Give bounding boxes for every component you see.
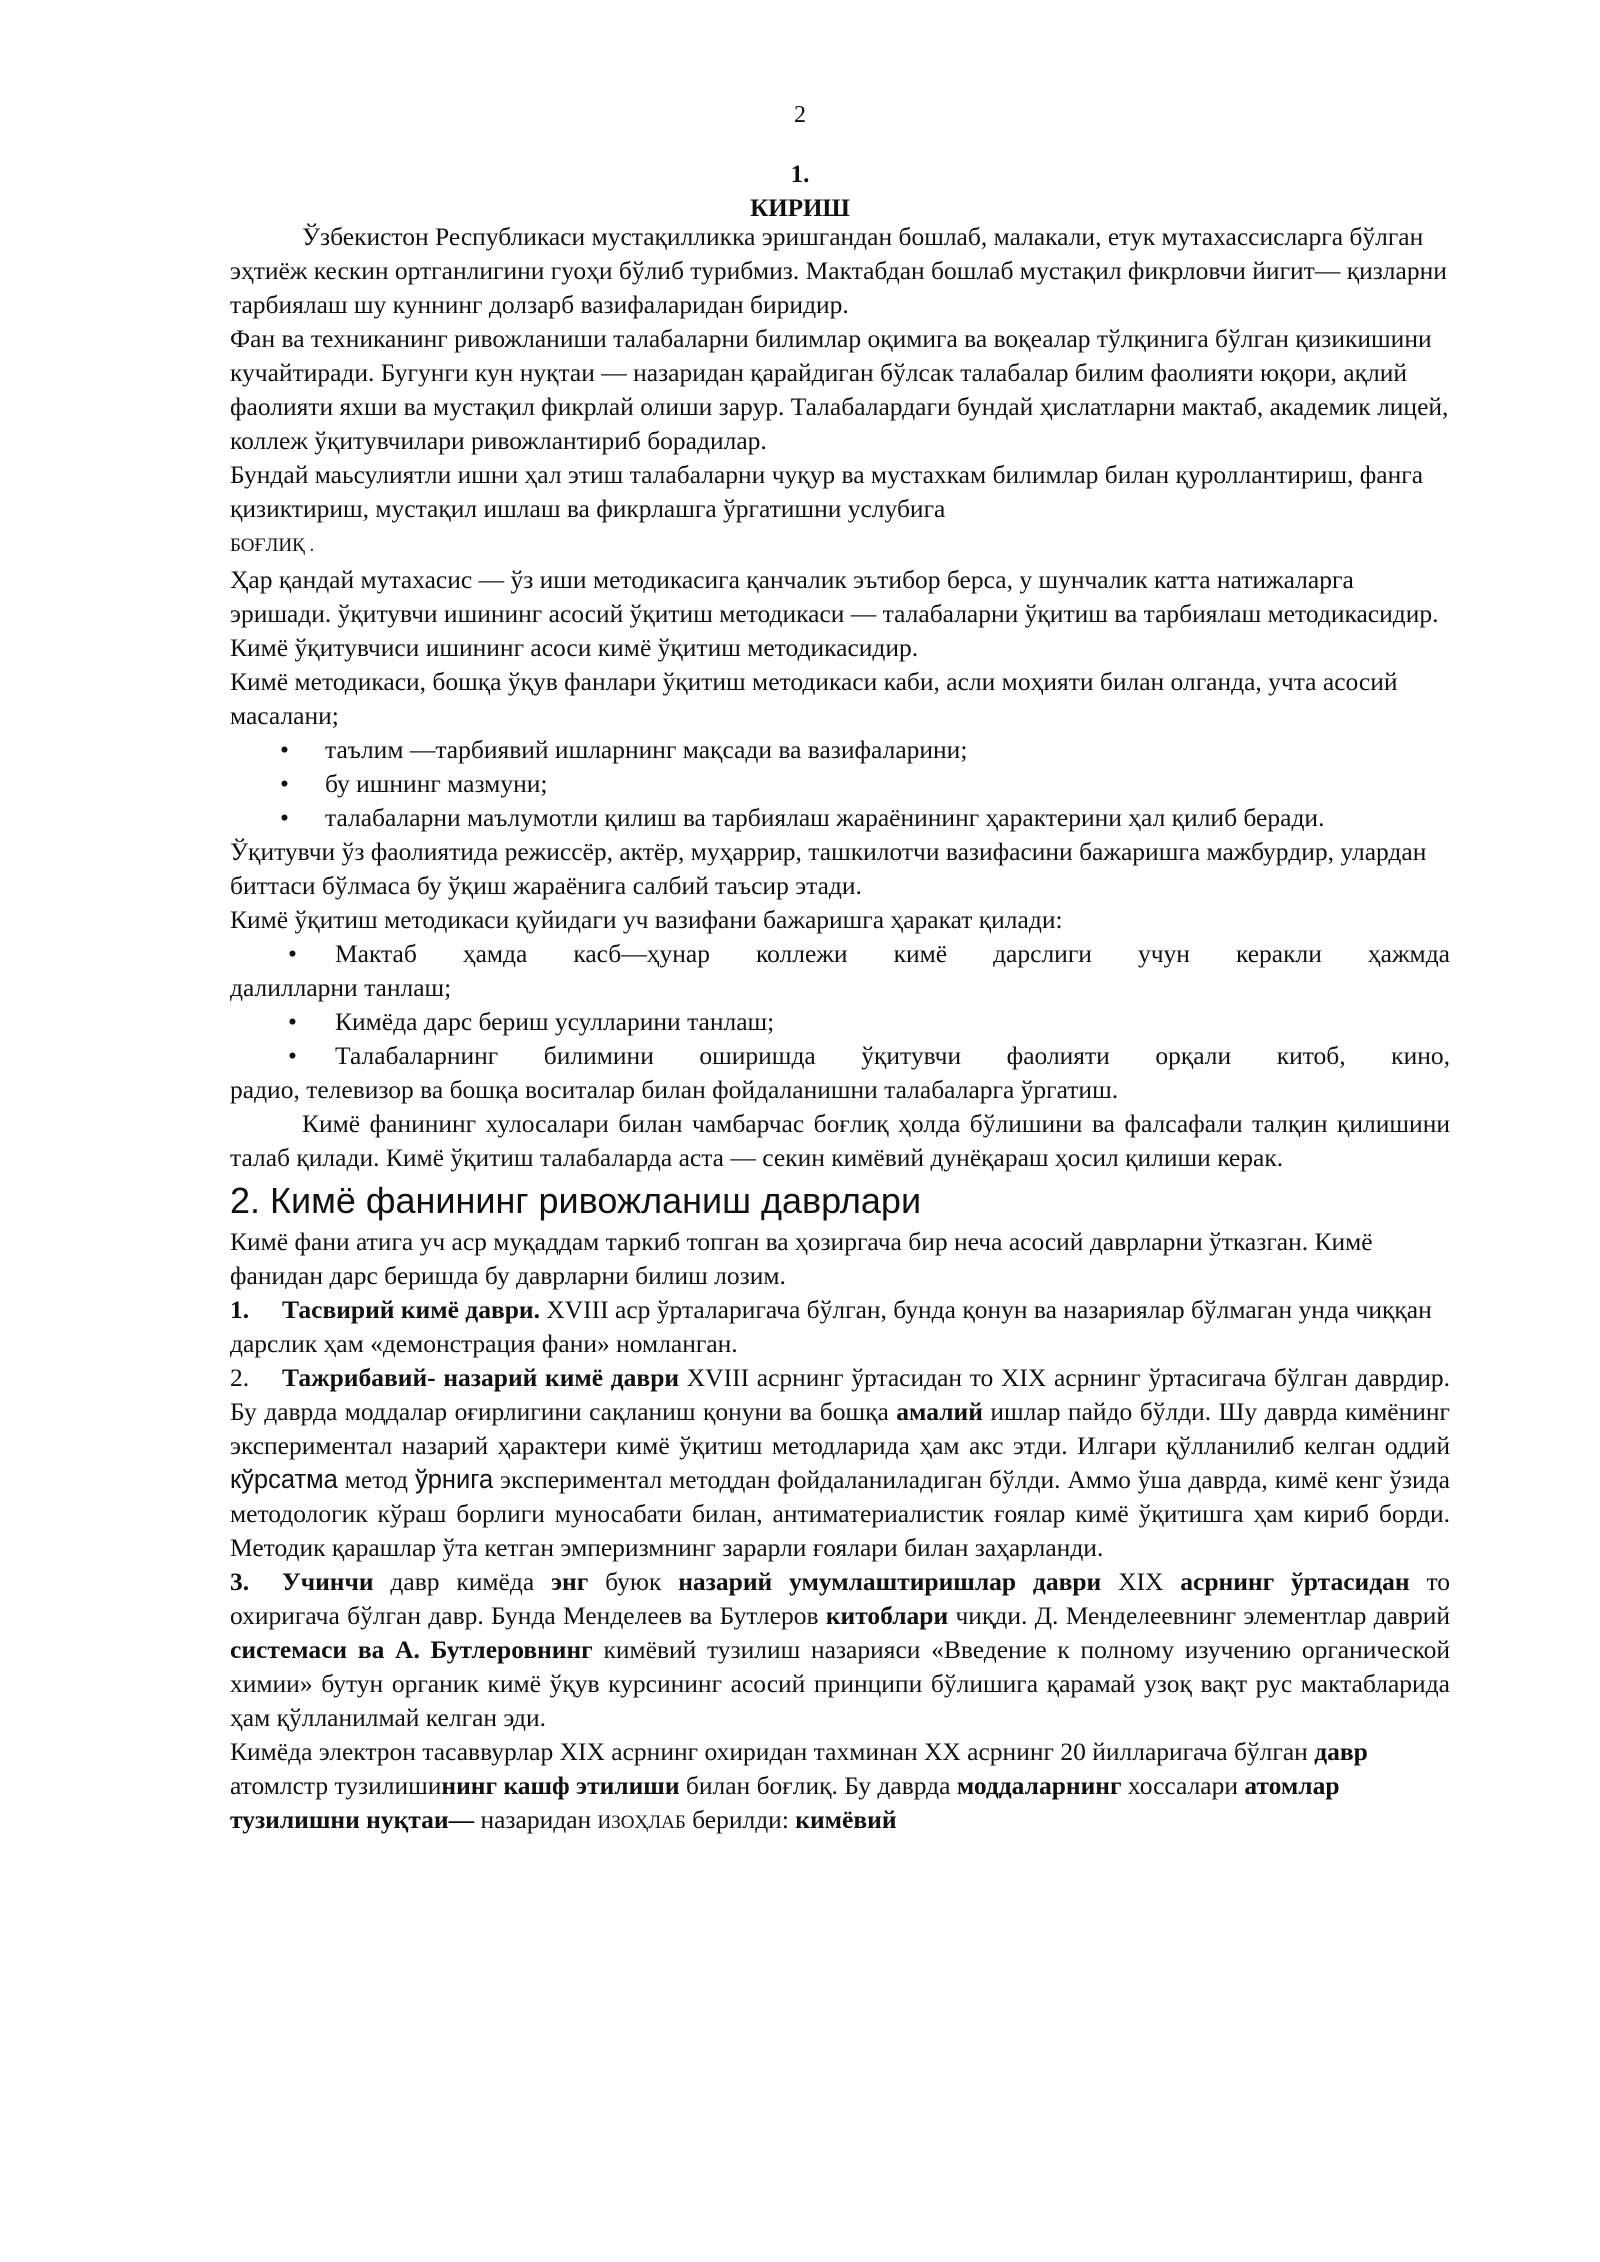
numbered-item: [230, 1361, 1450, 1565]
text-bold: давр: [1314, 1737, 1368, 1766]
text: назаридан: [474, 1805, 598, 1834]
item-number: 2.: [230, 1363, 250, 1392]
text: берилди:: [685, 1805, 796, 1834]
document-body: [230, 220, 1450, 1840]
text-small-caps: ИЗОҲЛАБ: [597, 1812, 686, 1833]
text-bold: атомлар тузилишни нуқтаи—: [230, 1771, 1340, 1834]
item-text: метод: [337, 1465, 415, 1494]
paragraph: [230, 1735, 1450, 1840]
list-item-first-line: • Кимёда дарс бериш усулларини танлаш;: [230, 1005, 1450, 1039]
bullet-list: [230, 733, 1450, 835]
text: Кимёда электрон тасаввурлар XIX асрнинг охиридан тахминан XX асрнинг 20 йилларигача бўлган: [230, 1737, 1315, 1766]
item-text: кимёвий тузилиш назарияси «Введение к полному изучению органической химии» бутун органик кимё ўқув курсининг асосий принципи бўлишига қарамай узоқ вақт рус мактабларида ҳам қўлланилмай келган эди.: [230, 1635, 1451, 1732]
paragraph: Кимё ўқитиш методикаси қуйидаги уч вазифани бажаришга ҳаракат қилади:: [230, 905, 1063, 934]
item-number: 1.: [230, 1295, 250, 1324]
item-text: чиқди. Д. Менделеевнинг элементлар даврий: [948, 1601, 1451, 1630]
section-title: КИРИШ: [750, 195, 850, 222]
item-bold: китоблари: [825, 1601, 949, 1630]
list-item: • талабаларни маълумотли қилиш ва тарбиялаш жараёнининг ҳарактерини ҳал қилиб беради.: [325, 801, 1450, 835]
section-heading: 2. Кимё фанининг ривожланиш даврлари: [230, 1180, 922, 1221]
text: хоссалари: [1121, 1771, 1245, 1800]
item-text: то охиригача бўлган давр. Бунда Менделеев ва Бутлеров: [230, 1567, 1451, 1630]
list-item-first-line: • Талабаларнинг билимини оширишда ўқитувчи фаолияти орқали китоб, кино,: [230, 1039, 1450, 1073]
list-item: • бу ишнинг мазмуни;: [325, 767, 1450, 801]
item-title: Тасвирий кимё даври.: [282, 1295, 540, 1324]
text-bold: кимёвий: [795, 1805, 897, 1834]
text-bold: моддаларнинг: [956, 1771, 1122, 1800]
list-item-first-line: • Мактаб ҳамда касб—ҳунар коллежи кимё дарслиги учун керакли ҳажмда: [230, 937, 1450, 971]
item-text: XIX: [1101, 1567, 1181, 1596]
paragraph-small-caps: БОҒЛИҚ .: [230, 535, 315, 556]
item-sans-word: ўрнига: [414, 1466, 494, 1494]
paragraph-text: Бундай маьсулиятли ишни ҳал этиш талабаларни чуқур ва мустахкам билимлар билан қуроллантириш, фанга қизиктириш, мустақил ишлаш ва фикрлашга ўргатишни услубига: [230, 460, 1424, 523]
numbered-item: [230, 1565, 1450, 1735]
list-item: • таълим —тарбиявий ишларнинг мақсади ва вазифаларини;: [325, 733, 1450, 767]
item-bold: амалий: [896, 1397, 983, 1426]
item-text: экспериментал методдан фойдаланиладиган бўлди. Аммо ўша даврда, кимё кенг ўзида методологик кўраш борлиги муносабати билан, антиматериалистик ғоялар кимё ўқитишга ҳам кириб борди. Методик қарашлар ўта кетган эмперизмнинг зарарли ғоялари билан заҳарланди.: [230, 1465, 1450, 1562]
paragraph: Ҳар қандай мутахасис — ўз иши методикасига қанчалик эътибор берса, у шунчалик катта натижаларга эришади. ўқитувчи ишининг асосий ўқитиш методикаси — талабаларни ўқитиш ва тарбиялаш методикасидир. Кимё ўқитувчиси ишининг асоси кимё ўқитиш методикасидир.: [230, 565, 1439, 662]
item-number: 3.: [230, 1567, 250, 1596]
paragraph: Ўзбекистон Республикаси мустақилликка эришгандан бошлаб, малакали, етук мутахассисларга бўлган эҳтиёж кескин ортганлигини гуоҳи бўлиб турибмиз. Мактабдан бошлаб мустақил фикрловчи йигит— қизларни тарбиялаш шу куннинг долзарб вазифаларидан биридир.: [230, 222, 1447, 319]
page-number: 2: [794, 102, 806, 128]
paragraph: Кимё фани атига уч аср муқаддам таркиб топган ва ҳозиргача бир неча асосий даврларни ўтказган. Кимё фанидан дарс беришда бу даврларни билиш лозим.: [230, 1227, 1373, 1290]
paragraph: Фан ва техниканинг ривожланиши талабаларни билимлар оқимига ва воқеалар тўлқинига бўлган қизикишини кучайтиради. Бугунги кун нуқтаи — назаридан қарайдиган бўлсак талабалар билим фаолияти юқори, ақлий фаолияти яхши ва мустақил фикрлай олиши зарур. Талабалардаги бундай ҳислатларни мактаб, академик лицей, коллеж ўқитувчилари ривожлантириб борадилар.: [230, 324, 1449, 455]
numbered-item: [230, 1293, 1450, 1361]
text-bold: нинг кашф этилиши: [441, 1771, 680, 1800]
item-text: XVIII аср ўрталаригача бўлган, бунда қонун ва назариялар бўлмаган унда чиққан дарслик ҳам «демонстрация фани» номланган.: [230, 1295, 1432, 1358]
section-number: 1.: [790, 161, 810, 188]
list-item-continuation: радио, телевизор ва бошқа воситалар билан фойдаланишни талабаларга ўргатиш.: [230, 1075, 1119, 1104]
item-bold: асрнинг ўртасидан: [1180, 1567, 1410, 1596]
item-bold: энг: [551, 1567, 589, 1596]
item-bold: назарий умумлаштиришлар даври: [678, 1567, 1102, 1596]
item-text: давр кимёда: [373, 1567, 551, 1596]
item-title: Тажрибавий- назарий кимё даври: [282, 1363, 680, 1392]
list-item-continuation: далилларни танлаш;: [230, 973, 452, 1002]
bullet-list-2: [230, 937, 1450, 1107]
text: билан боғлиқ. Бу даврда: [679, 1771, 957, 1800]
item-bold: системаси ва А. Бутлеровнинг: [230, 1635, 593, 1664]
paragraph: Кимё фанининг хулосалари билан чамбарчас боғлиқ ҳолда бўлишини ва фалсафали талқин қилишини талаб қилади. Кимё ўқитиш талабаларда аста — секин кимёвий дунёқараш ҳосил қилиши керак.: [230, 1109, 1450, 1172]
item-text: буюк: [588, 1567, 679, 1596]
paragraph: Ўқитувчи ўз фаолиятида режиссёр, актёр, муҳаррир, ташкилотчи вазифасини бажаришга мажбурдир, улардан биттаси бўлмаса бу ўқиш жараёнига салбий таъсир этади.: [230, 837, 1427, 900]
item-text: XVIII асрнинг ўртасидан то XIX асрнинг ўртасигача бўлган даврдир. Бу даврда моддалар оғирлигини сақланиш қонуни ва бошқа: [230, 1363, 1451, 1426]
item-text: ишлар пайдо бўлди. Шу даврда кимёнинг экспериментал назарий ҳарактери кимё ўқитиш методларида ҳам акс этди. Илгари қўлланилиб келган оддий: [230, 1397, 1450, 1460]
item-bold: Учинчи: [282, 1567, 374, 1596]
paragraph: Кимё методикаси, бошқа ўқув фанлари ўқитиш методикаси каби, асли моҳияти билан олганда, учта асосий масалани;: [230, 667, 1398, 730]
text: атомлстр тузилиши: [230, 1771, 442, 1800]
paragraph: [230, 458, 1450, 563]
item-sans-word: кўрсатма: [230, 1466, 338, 1494]
